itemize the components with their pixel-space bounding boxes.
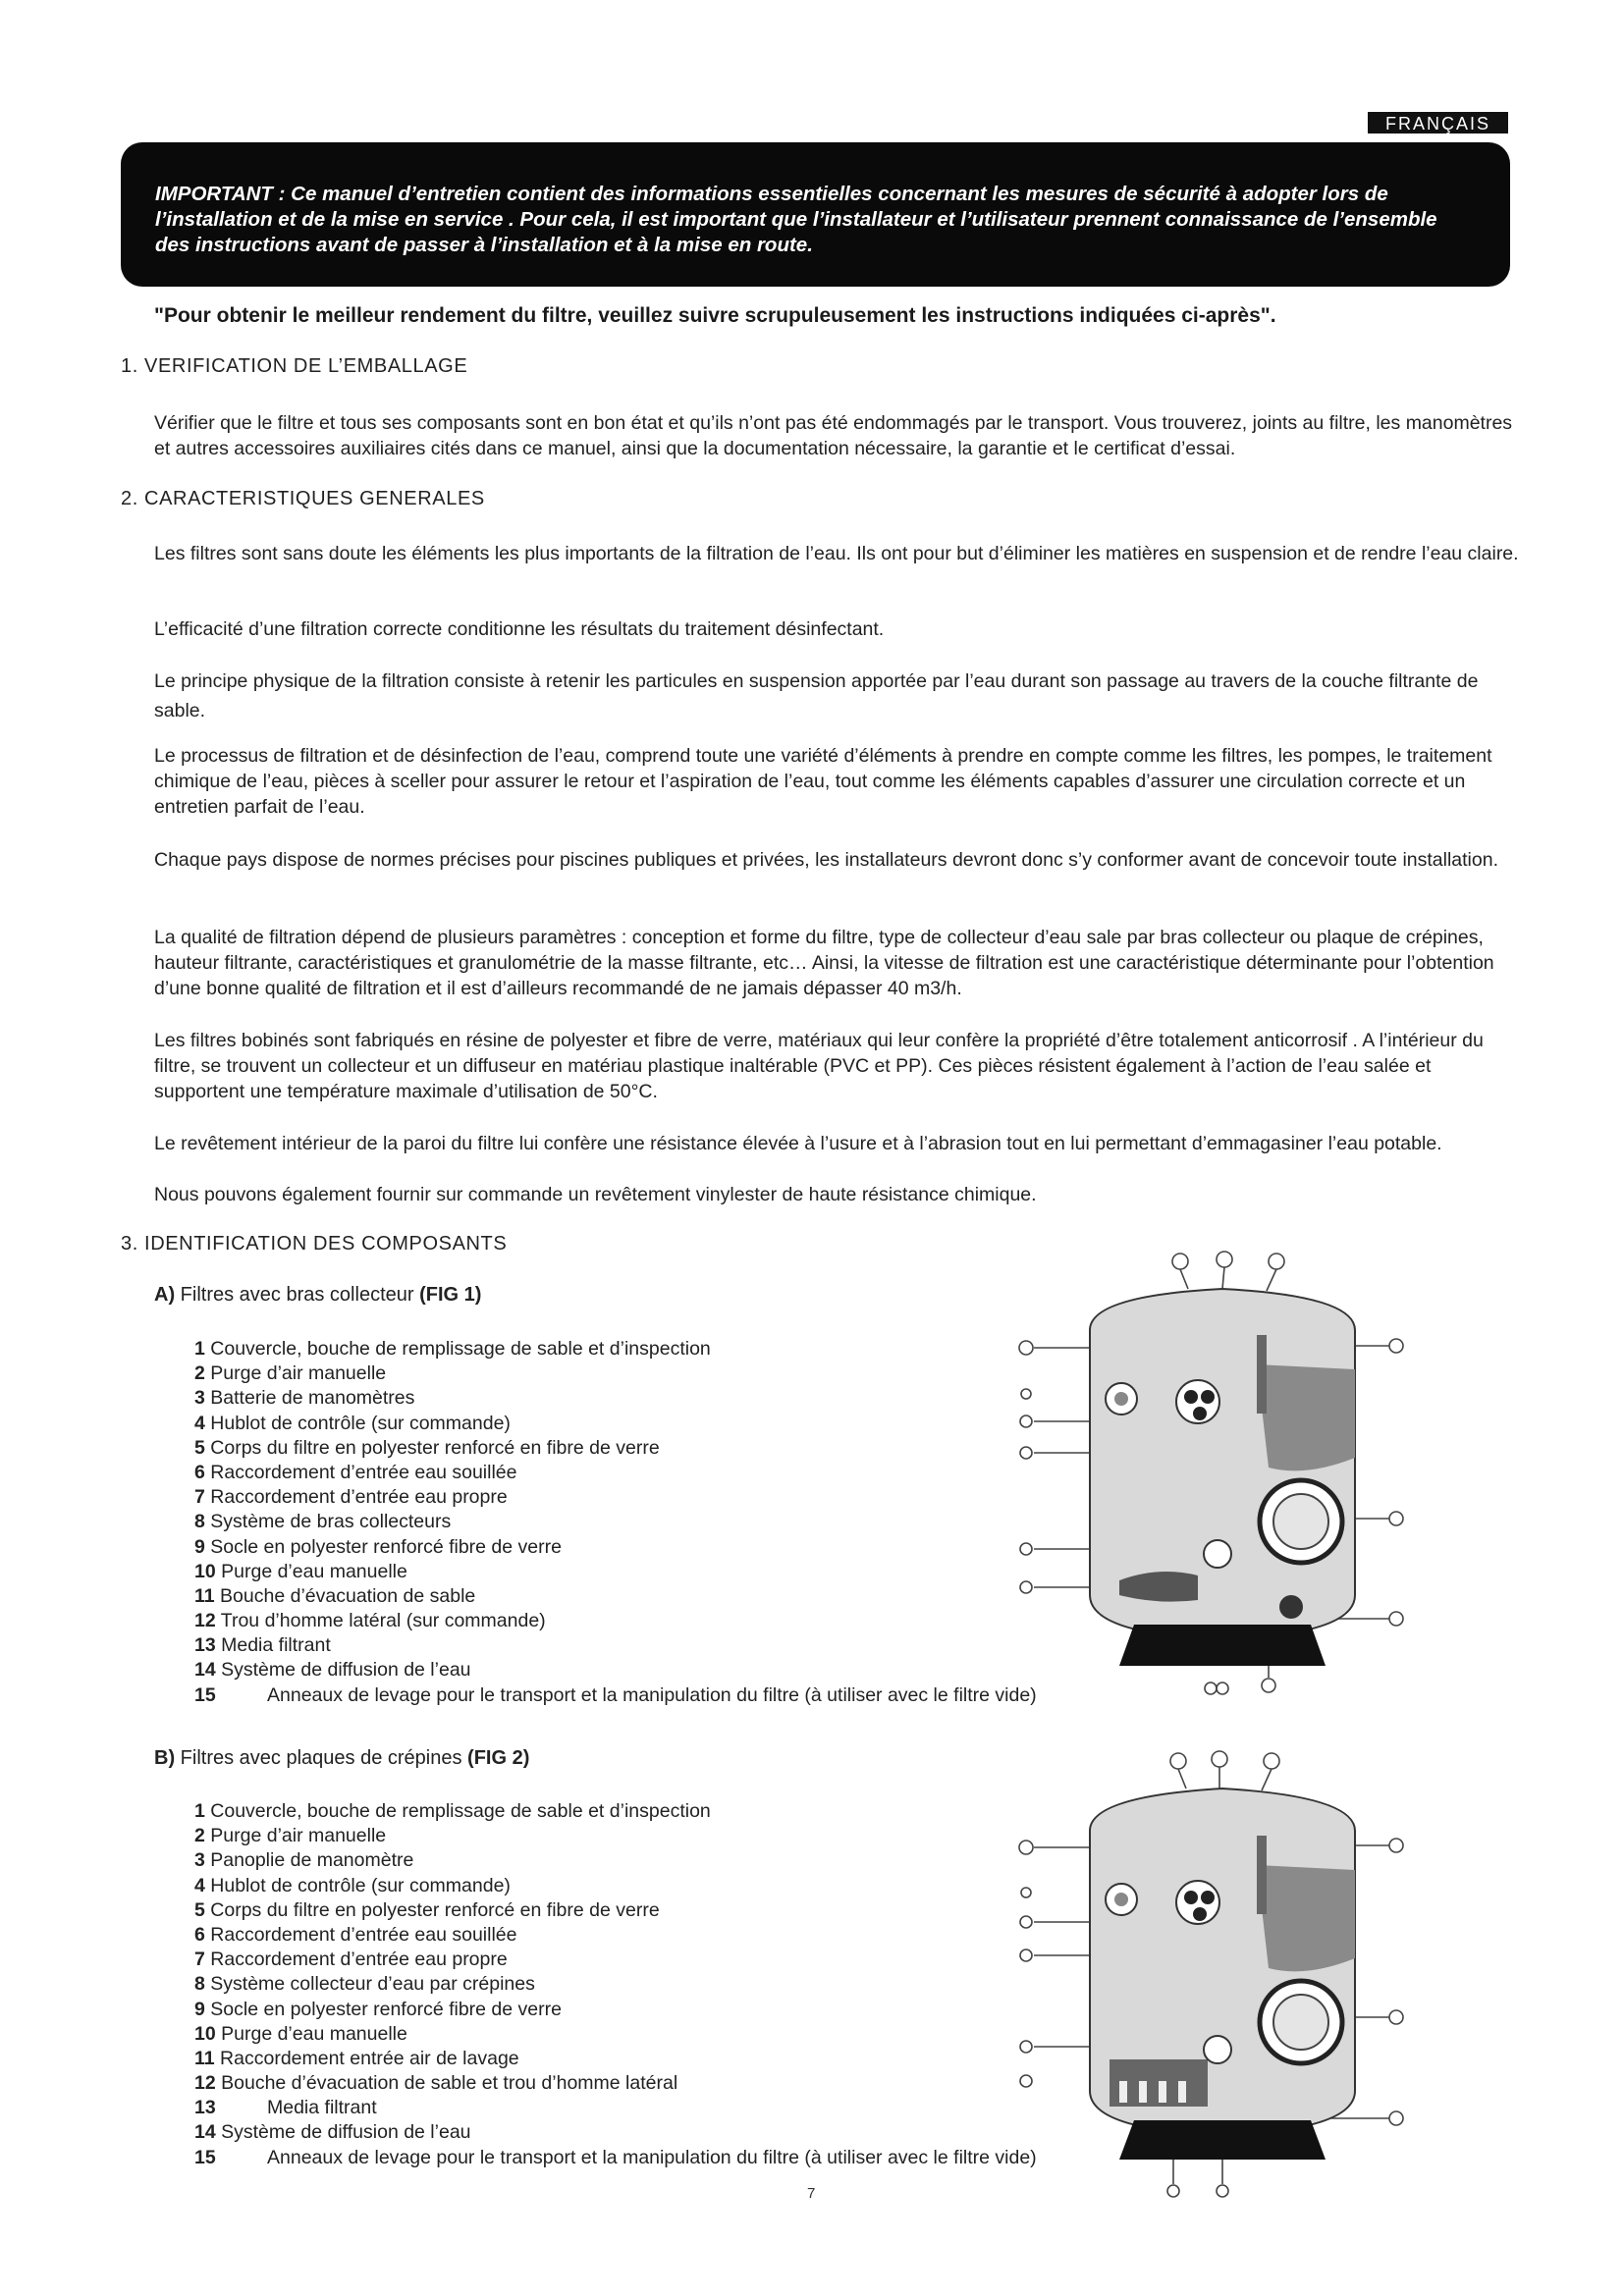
list-item: 14 Système de diffusion de l’eau	[194, 1659, 471, 1682]
list-item: 5 Corps du filtre en polyester renforcé en fibre de verre	[194, 1898, 660, 1921]
list-item: 10 Purge d’eau manuelle	[194, 1560, 407, 1582]
section-1-paragraph: Vérifier que le filtre et tous ses composants sont en bon état et qu’ils n’ont pas été endommagés par le transport. Vous trouverez, joints au filtre, les manomètres et autres accessoires auxiliaires cités dans ce manuel, ainsi que la documentation nécessaire, la garantie et le certificat d’essai.	[154, 412, 1513, 459]
subsection-text: Filtres avec plaques de crépines	[175, 1747, 468, 1769]
language-tag: FRANÇAIS	[1368, 112, 1508, 133]
list-item: 11 Bouche d’évacuation de sable	[194, 1584, 476, 1607]
subsection-text: Filtres avec bras collecteur	[175, 1284, 420, 1306]
list-item: 3 Panoplie de manomètre	[194, 1849, 414, 1872]
list-item: 9 Socle en polyester renforcé fibre de verre	[194, 1535, 562, 1558]
section-2-paragraph: Le principe physique de la filtration consiste à retenir les particules en suspension apportée par l’eau durant son passage au travers de la couche filtrante de sable.	[154, 670, 1479, 721]
section-2-paragraph: Le revêtement intérieur de la paroi du filtre lui confère une résistance élevée à l’usure et à l’abrasion tout en lui permettant d’emmagasiner l’eau potable.	[154, 1133, 1442, 1154]
list-item: 8 Système collecteur d’eau par crépines	[194, 1973, 535, 1996]
list-item: 5 Corps du filtre en polyester renforcé en fibre de verre	[194, 1436, 660, 1459]
list-item: 12 Trou d’homme latéral (sur commande)	[194, 1610, 546, 1632]
list-item: 13 Media filtrant	[194, 2097, 377, 2119]
list-item: 4 Hublot de contrôle (sur commande)	[194, 1874, 511, 1896]
section-2-paragraph: Nous pouvons également fournir sur commande un revêtement vinylester de haute résistance chimique.	[154, 1184, 1037, 1205]
list-item: 12 Bouche d’évacuation de sable et trou d’homme latéral	[194, 2072, 678, 2095]
subsection-b-heading	[154, 1747, 529, 1770]
important-notice: IMPORTANT : Ce manuel d’entretien contient des informations essentielles concernant les mesures de sécurité à adopter lors de l’installation et de la mise en service . Pour cela, il est important que l’installateur et l’utilisateur prennent connaissance de l’ensemble des instructions avant de passer à l’installation et à la mise en route.	[121, 142, 1510, 287]
list-item: 7 Raccordement d’entrée eau propre	[194, 1949, 508, 1971]
list-item: 4 Hublot de contrôle (sur commande)	[194, 1412, 511, 1434]
list-item: 10 Purge d’eau manuelle	[194, 2022, 407, 2045]
list-item: 3 Batterie de manomètres	[194, 1387, 415, 1410]
list-item: 6 Raccordement d’entrée eau souillée	[194, 1923, 517, 1946]
list-item: 8 Système de bras collecteurs	[194, 1511, 452, 1533]
list-item: 13 Media filtrant	[194, 1634, 331, 1657]
filter-diagram-fig2	[1011, 1747, 1424, 2199]
intro-text: "Pour obtenir le meilleur rendement du filtre, veuillez suivre scrupuleusement les instructions indiquées ci-après".	[154, 304, 1276, 327]
section-2-paragraph: Chaque pays dispose de normes précises pour piscines publiques et privées, les installateurs devront donc s’y conformer avant de concevoir toute installation.	[154, 849, 1498, 871]
list-item: 2 Purge d’air manuelle	[194, 1362, 387, 1385]
section-3-title: 3. IDENTIFICATION DES COMPOSANTS	[121, 1233, 508, 1255]
section-2-paragraph: Les filtres bobinés sont fabriqués en résine de polyester et fibre de verre, matériaux qui leur confère la propriété d’être totalement anticorrosif . A l’intérieur du filtre, se trouvent un collecteur et un diffuseur en matériau plastique inaltérable (PVC et PP). Ces pièces résistent également à l’action de l’eau salée et supportent une température maximale d’utilisation de 50°C.	[154, 1030, 1484, 1102]
list-item: 7 Raccordement d’entrée eau propre	[194, 1486, 508, 1509]
section-1-title: 1. VERIFICATION DE L’EMBALLAGE	[121, 355, 468, 377]
filter-diagram-fig1	[1011, 1242, 1424, 1708]
section-2-paragraph: La qualité de filtration dépend de plusieurs paramètres : conception et forme du filtre, type de collecteur d’eau sale par bras collecteur ou plaque de crépines, hauteur filtrante, caractéristiques et granulométrie de la masse filtrante, etc… Ainsi, la vitesse de filtration est une caractéristique déterminante pour l’obtention d’une bonne qualité de filtration et il est d’ailleurs recommandé de ne jamais dépasser 40 m3/h.	[154, 927, 1494, 999]
subsection-letter: A)	[154, 1284, 176, 1306]
subsection-letter: B)	[154, 1747, 176, 1769]
component-list-a	[194, 1337, 1037, 1708]
section-2-title: 2. CARACTERISTIQUES GENERALES	[121, 488, 485, 509]
list-item: 14 Système de diffusion de l’eau	[194, 2121, 471, 2144]
list-item: 1 Couvercle, bouche de remplissage de sable et d’inspection	[194, 1800, 711, 1822]
list-item: 15 Anneaux de levage pour le transport et la manipulation du filtre (à utiliser avec le filtre vide)	[194, 2146, 1037, 2168]
section-2-paragraph: Le processus de filtration et de désinfection de l’eau, comprend toute une variété d’éléments à prendre en compte comme les filtres, les pompes, le traitement chimique de l’eau, pièces à sceller pour assurer le retour et l’aspiration de l’eau, tout comme les éléments capables d’assurer une circulation correcte et un entretien parfait de l’eau.	[154, 745, 1492, 818]
list-item: 6 Raccordement d’entrée eau souillée	[194, 1461, 517, 1483]
list-item: 15 Anneaux de levage pour le transport et la manipulation du filtre (à utiliser avec le filtre vide)	[194, 1683, 1037, 1706]
list-item: 1 Couvercle, bouche de remplissage de sable et d’inspection	[194, 1338, 711, 1360]
section-2-paragraph: L’efficacité d’une filtration correcte conditionne les résultats du traitement désinfectant.	[154, 618, 885, 640]
component-list-b	[194, 1799, 1037, 2170]
subsection-a-heading	[154, 1284, 481, 1307]
list-item: 2 Purge d’air manuelle	[194, 1825, 387, 1847]
figure-ref: (FIG 2)	[467, 1747, 530, 1769]
section-2-paragraph: Les filtres sont sans doute les éléments les plus importants de la filtration de l’eau. Ils ont pour but d’éliminer les matières en suspension et de rendre l’eau claire.	[154, 543, 1519, 564]
list-item: 9 Socle en polyester renforcé fibre de verre	[194, 1998, 562, 2020]
figure-ref: (FIG 1)	[419, 1284, 482, 1306]
list-item: 11 Raccordement entrée air de lavage	[194, 2047, 519, 2069]
page-number: 7	[807, 2185, 816, 2202]
